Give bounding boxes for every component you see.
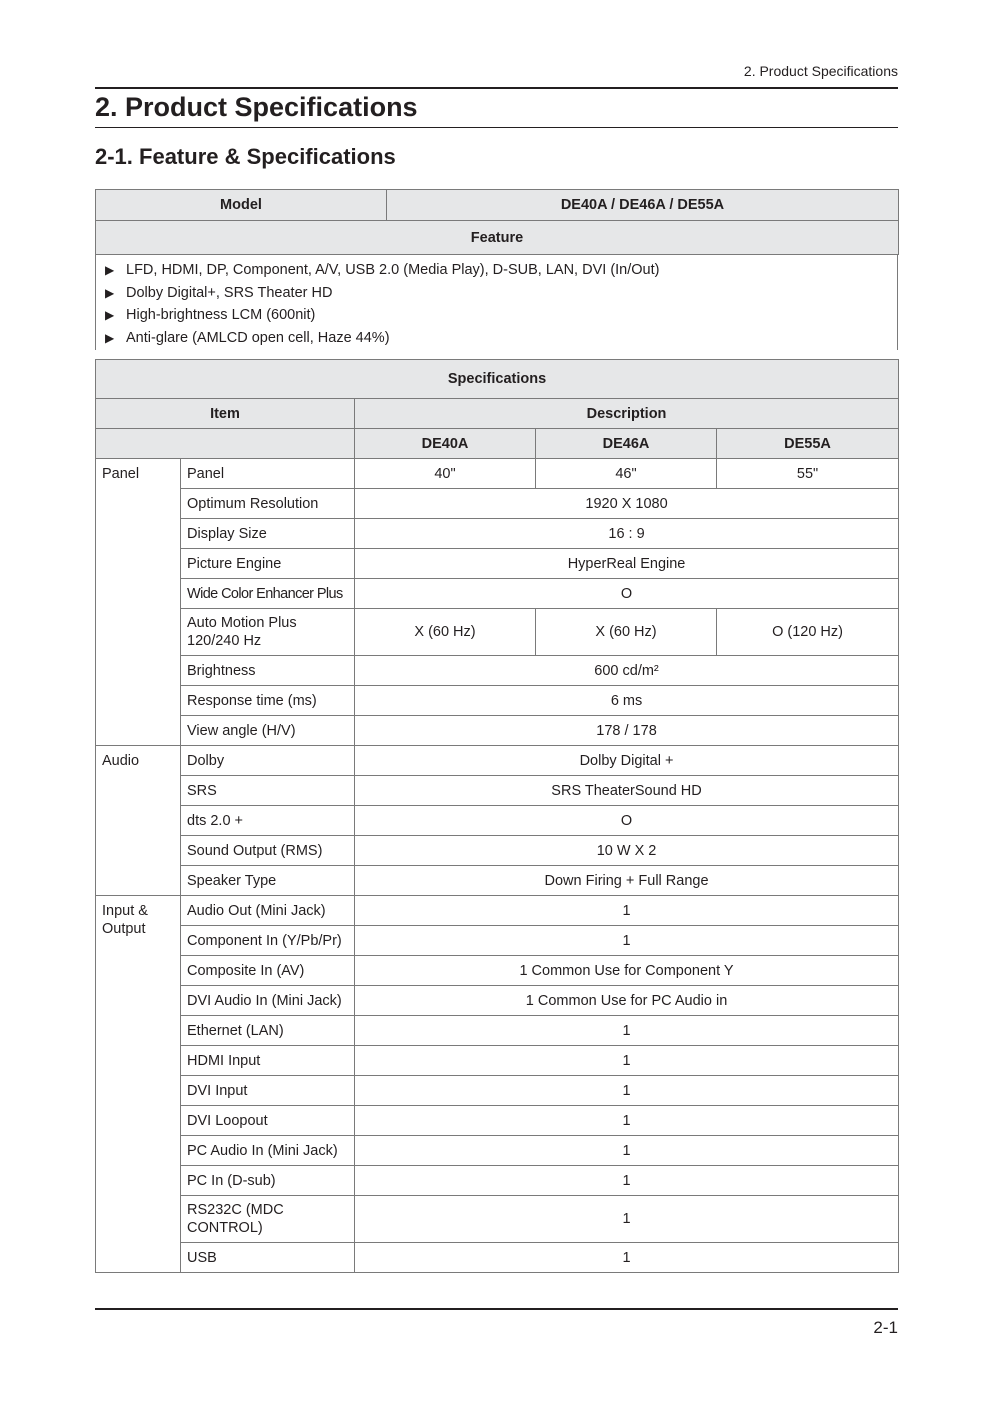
item-cell: dts 2.0 + xyxy=(181,806,355,836)
value-cell: 1 xyxy=(355,1243,899,1273)
value-cell: 1 xyxy=(355,1136,899,1166)
specifications-title: Specifications xyxy=(96,360,899,399)
item-cell: Ethernet (LAN) xyxy=(181,1016,355,1046)
feature-header-row xyxy=(96,221,899,255)
model-header-de46a: DE46A xyxy=(536,429,717,459)
item-header: Item xyxy=(96,399,355,429)
table-row xyxy=(96,579,899,609)
bullet-arrow-icon: ▶ xyxy=(105,330,115,345)
item-cell: Display Size xyxy=(181,519,355,549)
feature-item: ▶ Anti-glare (AMLCD open cell, Haze 44%) xyxy=(105,327,897,350)
item-cell: View angle (H/V) xyxy=(181,716,355,746)
table-row xyxy=(96,956,899,986)
feature-label: Feature xyxy=(96,221,899,255)
value-cell: SRS TheaterSound HD xyxy=(355,776,899,806)
table-row xyxy=(96,459,899,489)
value-cell: 10 W X 2 xyxy=(355,836,899,866)
chapter-title: 2. Product Specifications xyxy=(95,92,418,122)
group-panel: Panel xyxy=(96,459,181,746)
table-row xyxy=(96,656,899,686)
model-header-de40a: DE40A xyxy=(355,429,536,459)
feature-item: ▶ Dolby Digital+, SRS Theater HD xyxy=(105,282,897,305)
value-cell: O xyxy=(355,806,899,836)
item-cell: USB xyxy=(181,1243,355,1273)
item-cell: Speaker Type xyxy=(181,866,355,896)
value-cell: 1 xyxy=(355,1196,899,1243)
table-row xyxy=(96,1076,899,1106)
group-audio: Audio xyxy=(96,746,181,896)
value-cell: 1 xyxy=(355,1016,899,1046)
item-cell: Picture Engine xyxy=(181,549,355,579)
feature-item: ▶ LFD, HDMI, DP, Component, A/V, USB 2.0 (Media Play), D-SUB, LAN, DVI (In/Out) xyxy=(105,259,897,282)
table-row xyxy=(96,986,899,1016)
value-cell-de55a: 55" xyxy=(717,459,899,489)
table-row xyxy=(96,716,899,746)
model-feature-table xyxy=(95,189,899,255)
value-cell: 1 xyxy=(355,1076,899,1106)
value-cell-de46a: 46" xyxy=(536,459,717,489)
feature-list xyxy=(96,254,897,349)
item-cell: DVI Loopout xyxy=(181,1106,355,1136)
table-row xyxy=(96,1016,899,1046)
item-cell: DVI Input xyxy=(181,1076,355,1106)
value-cell: 600 cd/m² xyxy=(355,656,899,686)
item-cell: PC Audio In (Mini Jack) xyxy=(181,1136,355,1166)
table-row xyxy=(96,1106,899,1136)
group-input-output: Input & Output xyxy=(96,896,181,1273)
item-cell: DVI Audio In (Mini Jack) xyxy=(181,986,355,1016)
specifications-table xyxy=(95,359,899,1273)
item-cell: RS232C (MDC CONTROL) xyxy=(181,1196,355,1243)
item-cell: HDMI Input xyxy=(181,1046,355,1076)
item-cell: Dolby xyxy=(181,746,355,776)
value-cell: 6 ms xyxy=(355,686,899,716)
model-value: DE40A / DE46A / DE55A xyxy=(387,190,899,221)
item-cell: PC In (D-sub) xyxy=(181,1166,355,1196)
value-cell-de55a: O (120 Hz) xyxy=(717,609,899,656)
value-cell-de40a: 40" xyxy=(355,459,536,489)
table-row xyxy=(96,866,899,896)
page-number: 2-1 xyxy=(873,1318,898,1337)
value-cell: 1 Common Use for Component Y xyxy=(355,956,899,986)
item-cell: Optimum Resolution xyxy=(181,489,355,519)
table-row xyxy=(96,926,899,956)
table-row xyxy=(96,686,899,716)
footer-rule xyxy=(95,1308,898,1310)
table-row xyxy=(96,1243,899,1273)
table-row xyxy=(96,836,899,866)
title-underline xyxy=(95,127,898,128)
table-row xyxy=(96,1196,899,1243)
value-cell: 1 xyxy=(355,896,899,926)
section-title: 2-1. Feature & Specifications xyxy=(95,144,396,169)
value-cell: 1 xyxy=(355,926,899,956)
bullet-arrow-icon: ▶ xyxy=(105,263,115,277)
item-cell: Sound Output (RMS) xyxy=(181,836,355,866)
item-cell: Response time (ms) xyxy=(181,686,355,716)
running-header: 2. Product Specifications xyxy=(743,63,898,79)
item-cell: SRS xyxy=(181,776,355,806)
value-cell-de40a: X (60 Hz) xyxy=(355,609,536,656)
item-cell: Component In (Y/Pb/Pr) xyxy=(181,926,355,956)
value-cell: HyperReal Engine xyxy=(355,549,899,579)
table-row xyxy=(96,1136,899,1166)
item-cell: Panel xyxy=(181,459,355,489)
header-rule xyxy=(95,87,898,89)
model-row xyxy=(96,190,899,221)
model-label: Model xyxy=(96,190,387,221)
spec-title-row xyxy=(96,360,899,399)
item-cell: Brightness xyxy=(181,656,355,686)
blank-header xyxy=(96,429,355,459)
value-cell: 1 Common Use for PC Audio in xyxy=(355,986,899,1016)
value-cell: 178 / 178 xyxy=(355,716,899,746)
table-row xyxy=(96,519,899,549)
value-cell: 1 xyxy=(355,1046,899,1076)
item-cell: Audio Out (Mini Jack) xyxy=(181,896,355,926)
feature-box xyxy=(95,254,898,350)
description-header: Description xyxy=(355,399,899,429)
feature-item: ▶ High-brightness LCM (600nit) xyxy=(105,304,897,327)
value-cell: 1920 X 1080 xyxy=(355,489,899,519)
table-row xyxy=(96,1166,899,1196)
model-header-de55a: DE55A xyxy=(717,429,899,459)
item-cell: Auto Motion Plus 120/240 Hz xyxy=(181,609,355,656)
table-row xyxy=(96,1046,899,1076)
item-cell: Wide Color Enhancer Plus xyxy=(181,579,355,609)
item-cell: Composite In (AV) xyxy=(181,956,355,986)
bullet-arrow-icon: ▶ xyxy=(105,285,115,300)
value-cell: 16 : 9 xyxy=(355,519,899,549)
table-row xyxy=(96,806,899,836)
value-cell: Down Firing + Full Range xyxy=(355,866,899,896)
value-cell: Dolby Digital + xyxy=(355,746,899,776)
model-header-row xyxy=(96,429,899,459)
table-row xyxy=(96,489,899,519)
table-row xyxy=(96,746,899,776)
value-cell-de46a: X (60 Hz) xyxy=(536,609,717,656)
value-cell: 1 xyxy=(355,1106,899,1136)
table-row xyxy=(96,549,899,579)
table-row xyxy=(96,609,899,656)
table-row xyxy=(96,776,899,806)
bullet-arrow-icon: ▶ xyxy=(105,308,115,323)
value-cell: 1 xyxy=(355,1166,899,1196)
table-row xyxy=(96,896,899,926)
spec-header-row xyxy=(96,399,899,429)
value-cell: O xyxy=(355,579,899,609)
